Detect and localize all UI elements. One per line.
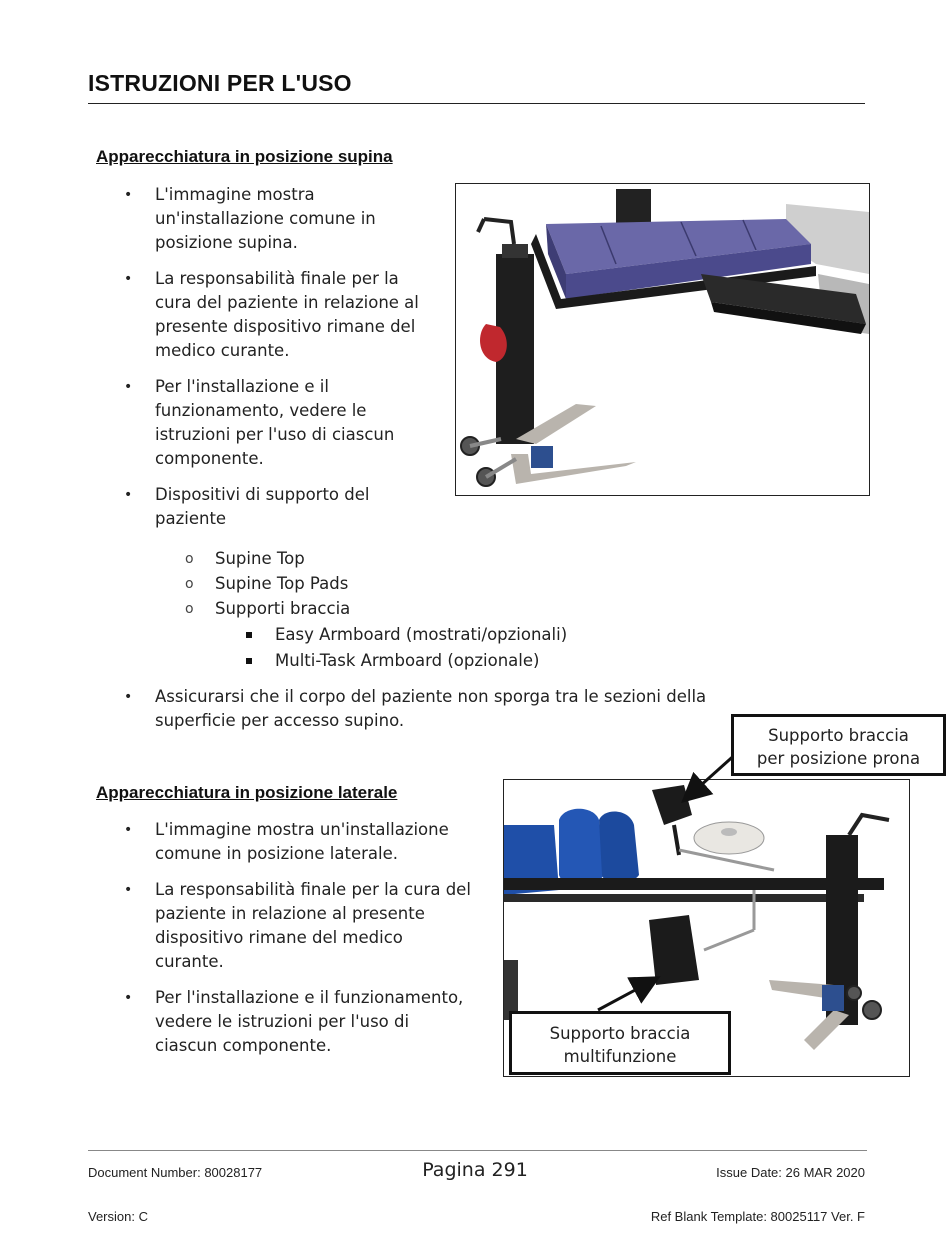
text-line: Per l'installazione e il — [155, 377, 329, 396]
text-line: un'installazione comune in — [155, 209, 376, 228]
text-line: L'immagine mostra — [155, 185, 315, 204]
sub-item-label: Supine Top — [215, 549, 305, 568]
text-line: La responsabilità finale per la — [155, 269, 399, 288]
text-line: presente dispositivo rimane del — [155, 317, 416, 336]
text-line: istruzioni per l'uso di ciascun — [155, 425, 395, 444]
issue-date: Issue Date: 26 MAR 2020 — [716, 1165, 865, 1180]
text-line: L'immagine mostra un'installazione — [155, 820, 449, 839]
bullet-dot-icon: • — [124, 271, 133, 287]
text-line: Assicurarsi che il corpo del paziente non sporga tra le sezioni della — [155, 687, 707, 706]
footer-divider — [88, 1150, 867, 1151]
callout-prone-armboard — [731, 714, 946, 776]
text-line: curante. — [155, 952, 224, 971]
callout-line: multifunzione — [563, 1047, 677, 1066]
bullet-dot-icon: • — [124, 487, 133, 503]
page-title: ISTRUZIONI PER L'USO — [88, 70, 352, 96]
bullet-dot-icon: • — [124, 990, 133, 1006]
text-line: La responsabilità finale per la cura del — [155, 880, 471, 899]
subsub-item-label: Easy Armboard (mostrati/opzionali) — [275, 625, 568, 644]
text-line: funzionamento, vedere le — [155, 401, 367, 420]
sub-item-label: Supporti braccia — [215, 599, 351, 618]
callout-multitask-armboard — [509, 1011, 731, 1075]
circle-bullet-icon: o — [185, 576, 194, 592]
version: Version: C — [88, 1209, 148, 1224]
text-line: medico curante. — [155, 341, 290, 360]
callout-line: per posizione prona — [756, 749, 921, 768]
bullet-dot-icon: • — [124, 187, 133, 203]
bullet-dot-icon: • — [124, 882, 133, 898]
subsub-item-label: Multi-Task Armboard (opzionale) — [275, 651, 540, 670]
text-line: superficie per accesso supino. — [155, 711, 405, 730]
supine-section-heading: Apparecchiatura in posizione supina — [96, 147, 393, 166]
circle-bullet-icon: o — [185, 551, 194, 567]
bullet-dot-icon: • — [124, 822, 133, 838]
callout-line: Supporto braccia — [549, 1024, 691, 1043]
bullet-dot-icon: • — [124, 379, 133, 395]
document-number: Document Number: 80028177 — [88, 1165, 263, 1180]
template-reference: Ref Blank Template: 80025117 Ver. F — [650, 1209, 865, 1224]
lateral-section-heading: Apparecchiatura in posizione laterale — [96, 783, 398, 802]
text-line: paziente in relazione al presente — [155, 904, 425, 923]
text-line: componente. — [155, 449, 264, 468]
callout-line: Supporto braccia — [768, 726, 909, 745]
text-line: posizione supina. — [155, 233, 298, 252]
page-number: Pagina 291 — [422, 1159, 528, 1181]
text-line: dispositivo rimane del medico — [155, 928, 403, 947]
text-line: vedere le istruzioni per l'uso di — [155, 1012, 410, 1031]
circle-bullet-icon: o — [185, 601, 194, 617]
text-line: cura del paziente in relazione al — [155, 293, 419, 312]
bullet-dot-icon: • — [124, 689, 133, 705]
sub-item-label: Supine Top Pads — [215, 574, 349, 593]
arrow-multi-callout — [598, 982, 650, 1010]
text-line: ciascun componente. — [155, 1036, 332, 1055]
text-line: comune in posizione laterale. — [155, 844, 398, 863]
text-line: Per l'installazione e il funzionamento, — [155, 988, 464, 1007]
text-line: paziente — [155, 509, 227, 528]
text-line: Dispositivi di supporto del — [155, 485, 370, 504]
